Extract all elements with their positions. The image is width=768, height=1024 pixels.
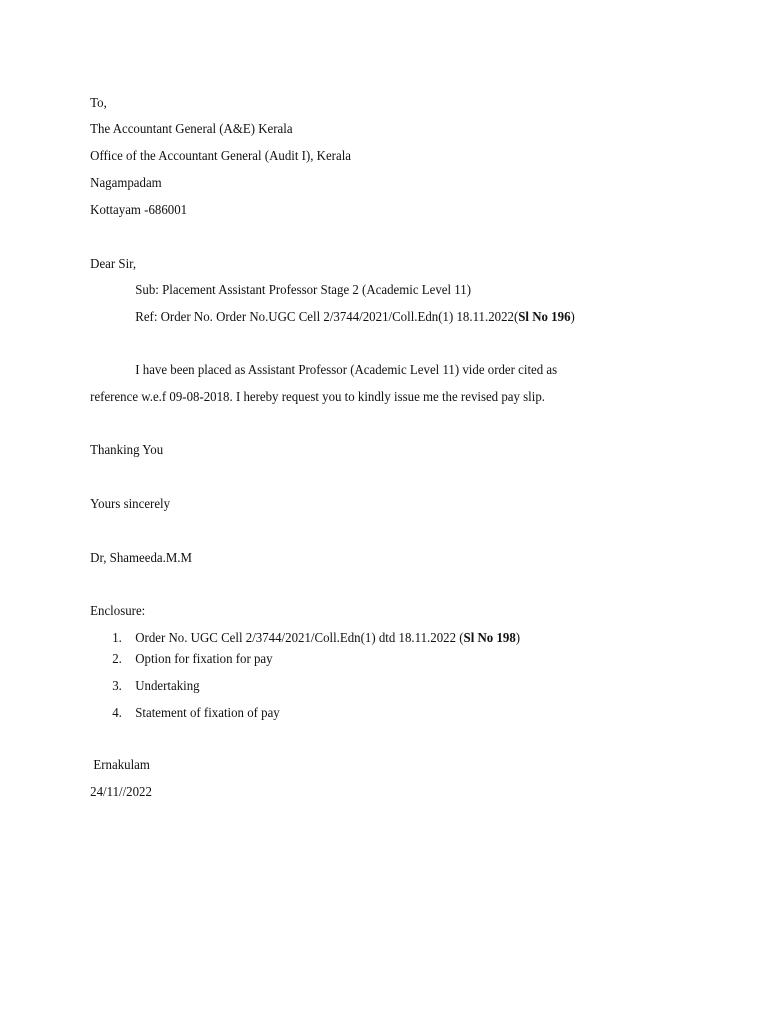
enclosure-item-1-prefix: Order No. UGC Cell 2/3744/2021/Coll.Edn(1) dtd 18.11.2022 ( [135, 631, 464, 646]
place-text: Ernakulam [90, 758, 150, 773]
body-line-1: I have been placed as Assistant Professor (Academic Level 11) vide order cited as [135, 363, 558, 378]
recipient-line-2: Office of the Accountant General (Audit I), Kerala [90, 149, 351, 164]
enclosure-item-4: Statement of fixation of pay [135, 706, 280, 721]
enclosure-num-1: 1. [112, 631, 122, 646]
reference-suffix: ) [570, 310, 575, 325]
enclosure-item-2: Option for fixation for pay [135, 652, 273, 667]
body-line-2: reference w.e.f 09-08-2018. I hereby request you to kindly issue me the revised pay slip. [90, 390, 545, 405]
subject-line: Sub: Placement Assistant Professor Stage 2 (Academic Level 11) [135, 283, 472, 298]
reference-serial: Sl No 196 [518, 310, 571, 325]
to-label: To, [90, 96, 107, 111]
reference-prefix: Ref: Order No. Order No.UGC Cell 2/3744/2021/Coll.Edn(1) 18.11.2022( [135, 310, 519, 325]
enclosure-item-1-serial: Sl No 198 [463, 631, 516, 646]
reference-line [135, 311, 575, 325]
enclosure-num-2: 2. [112, 652, 122, 667]
date-text: 24/11//2022 [90, 785, 152, 800]
recipient-line-3: Nagampadam [90, 176, 162, 191]
closing-text: Yours sincerely [90, 497, 171, 512]
enclosure-num-3: 3. [112, 679, 122, 694]
enclosure-item-3: Undertaking [135, 679, 200, 694]
enclosure-heading: Enclosure: [90, 604, 146, 619]
greeting: Dear Sir, [90, 257, 137, 272]
enclosure-item-1-suffix: ) [515, 631, 521, 646]
enclosure-num-4: 4. [112, 706, 122, 721]
recipient-line-1: The Accountant General (A&E) Kerala [90, 122, 293, 137]
recipient-line-4: Kottayam -686001 [90, 203, 188, 218]
signature-name: Dr, Shameeda.M.M [90, 551, 192, 566]
thanking-text: Thanking You [90, 443, 164, 458]
enclosure-item-1 [135, 632, 520, 646]
